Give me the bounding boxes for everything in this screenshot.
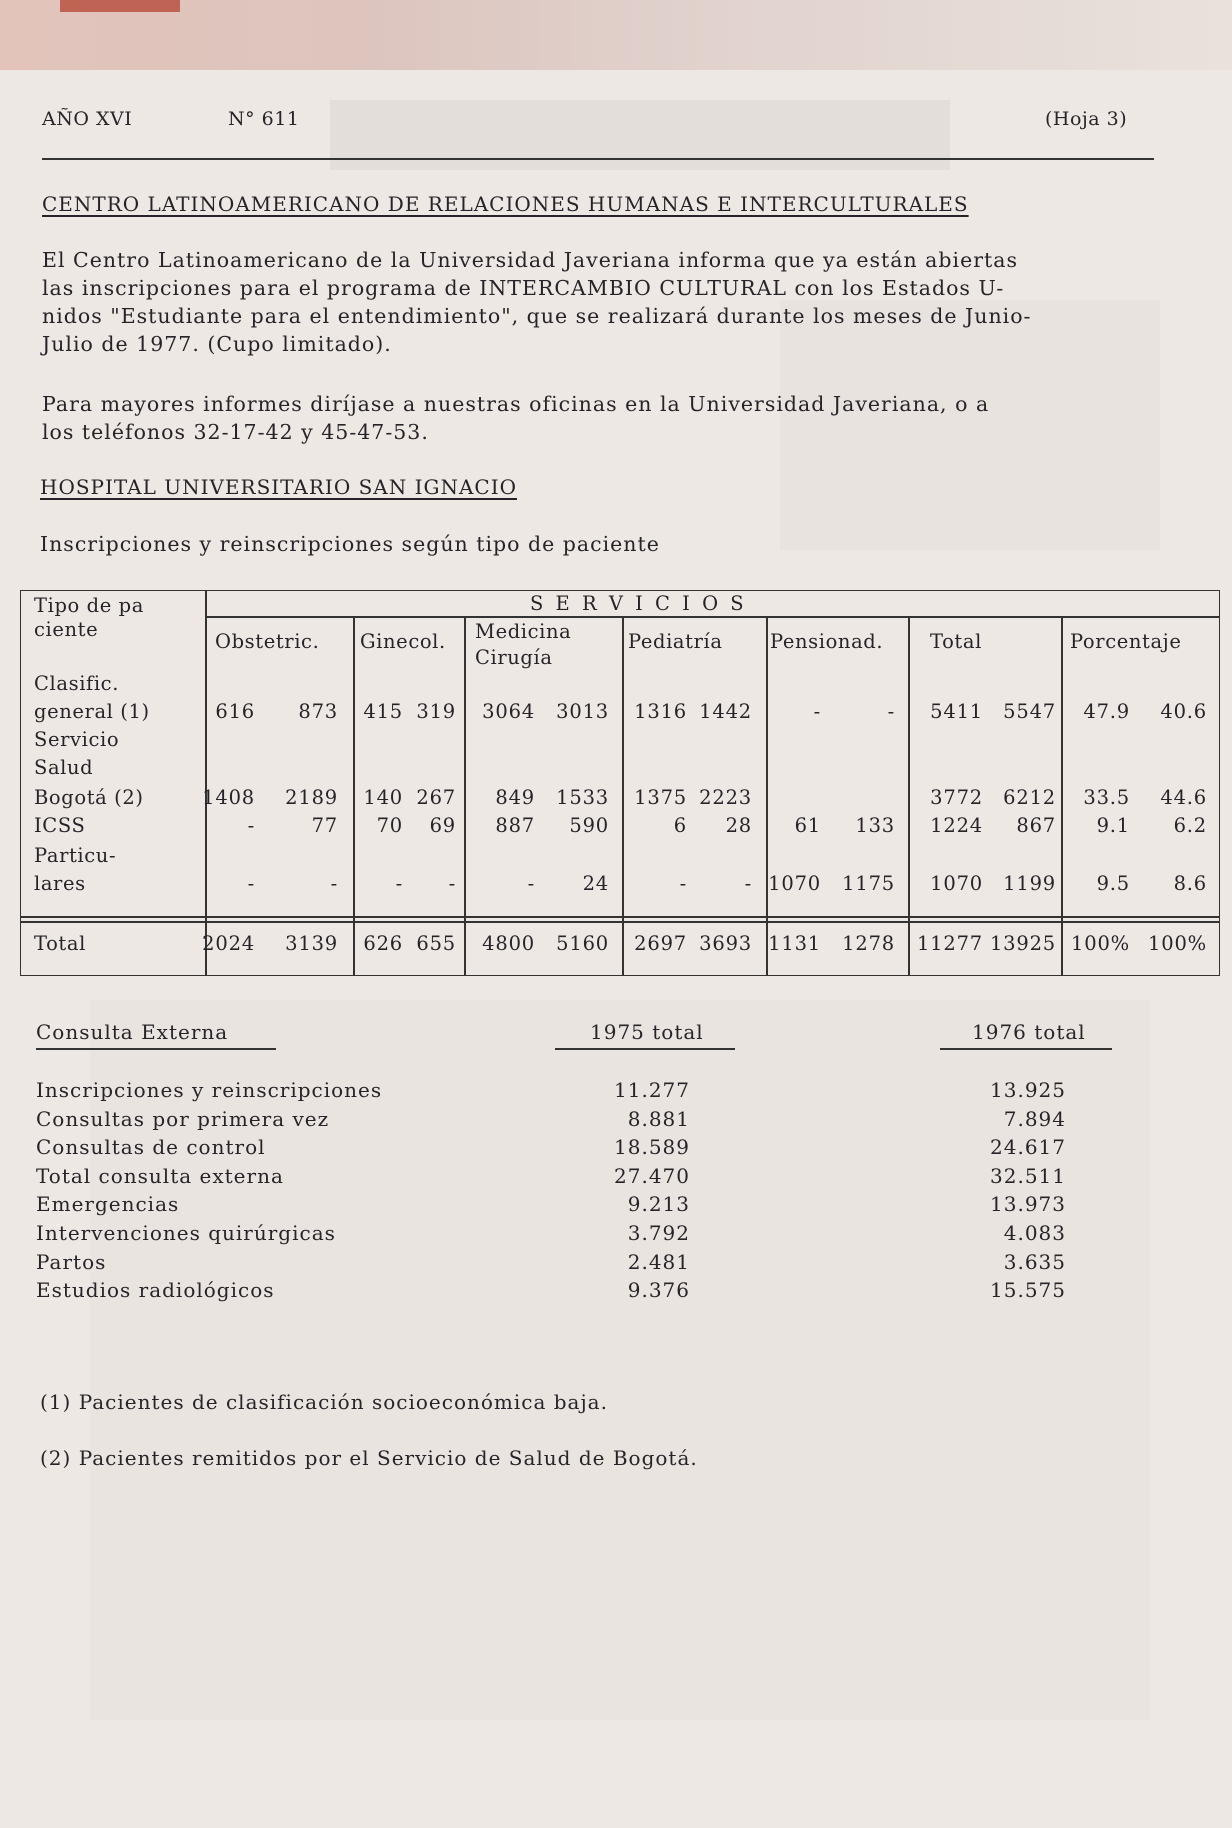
hospital-title bbox=[40, 475, 517, 499]
table-row-2-cell: 2223 bbox=[699, 786, 752, 809]
text-line: las inscripciones para el programa de INTERCAMBIO CULTURAL con los Estados U- bbox=[42, 276, 1005, 300]
table-row-3-cell: 77 bbox=[311, 814, 338, 837]
table-total-cell: 11277 bbox=[916, 932, 983, 955]
consulta-value-1975: 3.792 bbox=[627, 1221, 690, 1245]
table-row-4-cell: - bbox=[527, 872, 535, 895]
corner-header-2: ciente bbox=[34, 618, 99, 641]
text-line: El Centro Latinoamericano de la Universidad Javeriana informa que ya están abiertas bbox=[42, 248, 1018, 272]
table-row-2-cell: 33.5 bbox=[1083, 786, 1130, 809]
consulta-value-1975: 9.213 bbox=[627, 1192, 690, 1217]
row-label: Particu- bbox=[34, 844, 117, 867]
table-row-1-cell: 1316 bbox=[634, 700, 687, 723]
table-row-3-cell: 1224 bbox=[930, 814, 983, 837]
services-table bbox=[20, 590, 1220, 977]
table-row-1-cell: 5411 bbox=[930, 700, 983, 723]
table-row-4-cell: 24 bbox=[582, 872, 609, 895]
col-1976-rule bbox=[940, 1048, 1112, 1050]
servicios-header: S E R V I C I O S bbox=[530, 592, 747, 615]
table-row-2-cell: 1533 bbox=[556, 786, 609, 809]
table-row-4-cell: 9.5 bbox=[1096, 872, 1130, 895]
col-ginecol: Ginecol. bbox=[360, 630, 446, 653]
consulta-value-1976: 24.617 bbox=[990, 1135, 1066, 1160]
table-row-3-cell: - bbox=[247, 814, 255, 837]
issue-year: AÑO XVI bbox=[42, 108, 133, 130]
issue-number: N° 611 bbox=[228, 108, 300, 130]
row-label: Bogotá (2) bbox=[34, 786, 144, 809]
sheet-number: (Hoja 3) bbox=[1045, 108, 1128, 130]
table-row-3-cell: 6 bbox=[673, 814, 687, 837]
table-row-3-cell: 590 bbox=[569, 814, 609, 837]
consulta-item-label: Emergencias bbox=[36, 1192, 180, 1217]
table-line bbox=[464, 616, 466, 976]
table-total-cell: 1278 bbox=[842, 932, 895, 955]
table-row-3-cell: 133 bbox=[855, 814, 895, 837]
row-label: Salud bbox=[34, 756, 94, 779]
table-total-cell: 1131 bbox=[768, 932, 821, 955]
centro-paragraph-1 bbox=[42, 246, 1142, 358]
consulta-value-1975: 9.376 bbox=[627, 1278, 690, 1303]
table-row-3-cell: 887 bbox=[495, 814, 535, 837]
table-line bbox=[622, 616, 624, 976]
centro-title-text: CENTRO LATINOAMERICANO DE RELACIONES HUMANAS E INTERCULTURALES bbox=[42, 192, 969, 216]
consulta-item-label: Estudios radiológicos bbox=[36, 1278, 275, 1303]
consulta-value-1976: 7.894 bbox=[1003, 1106, 1066, 1131]
table-total-cell: 626 bbox=[363, 932, 403, 955]
centro-title bbox=[42, 192, 969, 216]
centro-paragraph-2 bbox=[42, 390, 1142, 446]
table-row-1-cell: 47.9 bbox=[1083, 700, 1130, 723]
table-row-2-cell: 2189 bbox=[285, 786, 338, 809]
table-total-cell: 3693 bbox=[699, 932, 752, 955]
table-line bbox=[205, 616, 1220, 618]
table-row-2-cell: 44.6 bbox=[1160, 786, 1207, 809]
page-top-band bbox=[0, 0, 1232, 70]
table-total-cell: 100% bbox=[1071, 932, 1130, 955]
table-row-1-cell: 415 bbox=[363, 700, 403, 723]
table-row-3-cell: 61 bbox=[794, 814, 821, 837]
hospital-title-text: HOSPITAL UNIVERSITARIO SAN IGNACIO bbox=[40, 475, 518, 499]
table-line bbox=[205, 590, 207, 976]
consulta-title: Consulta Externa bbox=[36, 1020, 229, 1044]
col-total: Total bbox=[930, 630, 982, 653]
table-total-cell: 5160 bbox=[556, 932, 609, 955]
consulta-item-label: Inscripciones y reinscripciones bbox=[36, 1078, 383, 1102]
consulta-value-1975: 8.881 bbox=[627, 1106, 690, 1131]
table-row-3-cell: 28 bbox=[725, 814, 752, 837]
table-row-2-cell: 1375 bbox=[634, 786, 687, 809]
table-row-2-cell: 849 bbox=[495, 786, 535, 809]
corner-header-1: Tipo de pa bbox=[34, 594, 144, 617]
table-row-2-cell: 140 bbox=[363, 786, 403, 809]
table-row-4-cell: 8.6 bbox=[1173, 872, 1207, 895]
col-1975-rule bbox=[555, 1048, 735, 1050]
consulta-value-1976: 15.575 bbox=[990, 1278, 1066, 1303]
consulta-value-1975: 11.277 bbox=[614, 1078, 690, 1102]
table-row-4-cell: - bbox=[448, 872, 456, 895]
consulta-value-1976: 13.973 bbox=[990, 1192, 1066, 1217]
footnote-2: (2) Pacientes remitidos por el Servicio de Salud de Bogotá. bbox=[40, 1446, 698, 1470]
red-mark bbox=[60, 0, 180, 12]
table-line bbox=[908, 616, 910, 976]
table-row-4-cell: 1070 bbox=[930, 872, 983, 895]
consulta-item-label: Total consulta externa bbox=[36, 1163, 284, 1188]
table-row-2-cell: 3772 bbox=[930, 786, 983, 809]
consulta-value-1976: 3.635 bbox=[1003, 1249, 1066, 1274]
hospital-subtitle: Inscripciones y reinscripciones según tipo de paciente bbox=[40, 532, 660, 556]
row-label: general (1) bbox=[34, 700, 150, 723]
table-total-cell: 4800 bbox=[482, 932, 535, 955]
row-label: Clasific. bbox=[34, 672, 119, 695]
table-row-4-cell: - bbox=[395, 872, 403, 895]
table-row-4-cell: - bbox=[679, 872, 687, 895]
row-label: ICSS bbox=[34, 814, 86, 837]
col-obstetric: Obstetric. bbox=[215, 630, 320, 653]
text-line: Para mayores informes diríjase a nuestras oficinas en la Universidad Javeriana, o a bbox=[42, 392, 990, 416]
table-row-2-cell: 267 bbox=[416, 786, 456, 809]
table-row-1-cell: 319 bbox=[416, 700, 456, 723]
consulta-value-1976: 4.083 bbox=[1003, 1221, 1066, 1245]
table-row-3-cell: 69 bbox=[429, 814, 456, 837]
table-row-2-cell: 1408 bbox=[202, 786, 255, 809]
col-cirugia: Cirugía bbox=[475, 646, 553, 669]
consulta-value-1976: 13.925 bbox=[990, 1078, 1066, 1102]
col-medicina: Medicina bbox=[475, 620, 572, 643]
consulta-item-label: Partos bbox=[36, 1249, 107, 1274]
table-row-4-cell: 1175 bbox=[842, 872, 895, 895]
consulta-value-1975: 27.470 bbox=[614, 1163, 690, 1188]
text-line: Julio de 1977. (Cupo limitado). bbox=[42, 332, 392, 356]
row-label: lares bbox=[34, 872, 86, 895]
consulta-value-1976: 32.511 bbox=[990, 1163, 1066, 1188]
table-row-4-cell: 1070 bbox=[768, 872, 821, 895]
consulta-title-rule bbox=[36, 1048, 276, 1050]
table-total-cell: 655 bbox=[416, 932, 456, 955]
consulta-item-label: Consultas por primera vez bbox=[36, 1106, 330, 1131]
consulta-value-1975: 18.589 bbox=[614, 1135, 690, 1160]
footnote-1: (1) Pacientes de clasificación socioeconómica baja. bbox=[40, 1390, 608, 1414]
bleed-through-block bbox=[330, 100, 950, 170]
row-label-total: Total bbox=[34, 932, 86, 955]
consulta-item-label: Intervenciones quirúrgicas bbox=[36, 1221, 336, 1245]
table-row-1-cell: 873 bbox=[298, 700, 338, 723]
table-total-cell: 2024 bbox=[202, 932, 255, 955]
table-row-4-cell: - bbox=[247, 872, 255, 895]
table-row-3-cell: 9.1 bbox=[1096, 814, 1130, 837]
table-row-2-cell: 6212 bbox=[1003, 786, 1056, 809]
table-row-1-cell: 5547 bbox=[1003, 700, 1056, 723]
col-1976-header: 1976 total bbox=[972, 1020, 1086, 1044]
text-line: los teléfonos 32-17-42 y 45-47-53. bbox=[42, 420, 429, 444]
table-row-4-cell: - bbox=[330, 872, 338, 895]
col-1975-header: 1975 total bbox=[590, 1020, 704, 1044]
table-row-3-cell: 867 bbox=[1016, 814, 1056, 837]
table-row-1-cell: - bbox=[813, 700, 821, 723]
table-total-cell: 100% bbox=[1148, 932, 1207, 955]
table-row-1-cell: 1442 bbox=[699, 700, 752, 723]
header-rule bbox=[42, 158, 1154, 160]
table-row-4-cell: - bbox=[744, 872, 752, 895]
table-line bbox=[353, 616, 355, 976]
table-line bbox=[1061, 616, 1063, 976]
consulta-item-label: Consultas de control bbox=[36, 1135, 266, 1160]
consulta-value-1975: 2.481 bbox=[627, 1249, 690, 1274]
table-row-1-cell: 3064 bbox=[482, 700, 535, 723]
text-line: nidos "Estudiante para el entendimiento", que se realizará durante los meses de Junio- bbox=[42, 304, 1032, 328]
col-pediatria: Pediatría bbox=[628, 630, 723, 653]
table-line bbox=[20, 916, 1220, 918]
col-pensionad: Pensionad. bbox=[770, 630, 884, 653]
table-line bbox=[20, 921, 1220, 923]
table-row-1-cell: 3013 bbox=[556, 700, 609, 723]
table-row-1-cell: 40.6 bbox=[1160, 700, 1207, 723]
table-line bbox=[766, 616, 768, 976]
table-row-3-cell: 6.2 bbox=[1173, 814, 1207, 837]
col-porcentaje: Porcentaje bbox=[1070, 630, 1182, 653]
table-total-cell: 2697 bbox=[634, 932, 687, 955]
table-row-1-cell: 616 bbox=[215, 700, 255, 723]
table-row-1-cell: - bbox=[887, 700, 895, 723]
table-total-cell: 13925 bbox=[989, 932, 1056, 955]
table-row-4-cell: 1199 bbox=[1003, 872, 1056, 895]
table-frame bbox=[20, 590, 1220, 976]
table-row-3-cell: 70 bbox=[376, 814, 403, 837]
table-total-cell: 3139 bbox=[285, 932, 338, 955]
row-label: Servicio bbox=[34, 728, 120, 751]
